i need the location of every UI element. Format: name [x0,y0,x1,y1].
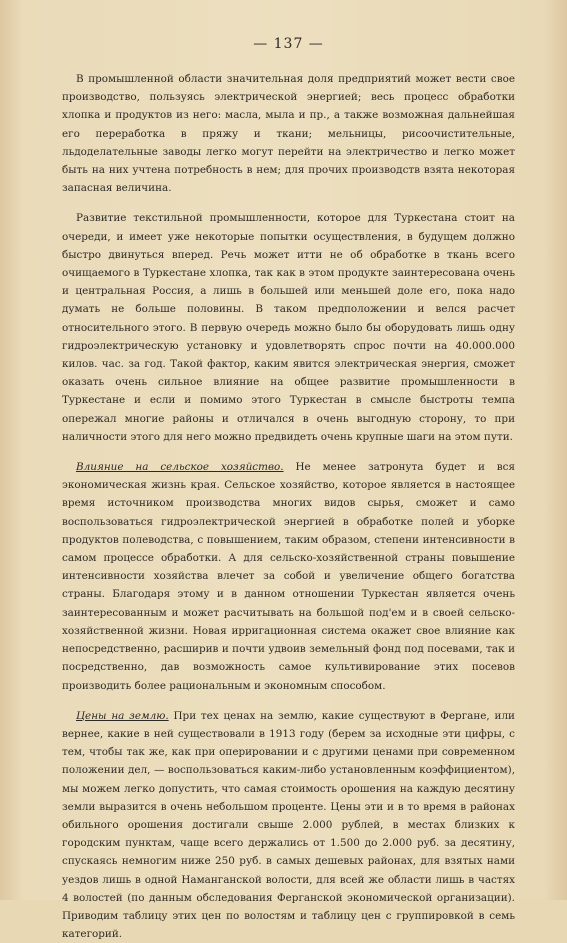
section-heading-land-prices: Цены на землю. [76,709,169,722]
paragraph-text: Не менее затронута будет и вся экономическая жизнь края. Сельское хозяйство, которое является в настоящее время источником производства многих видов сырья, сможет и само воспользоваться гидроэлектрической энергией в обработке полей и уборке продуктов полеводства, с повышением, таким образом, степени интенсивности в самом процессе обработки. А для сельско-хозяйственной страны повышение интенсивности хозяйства влечет за собой и увеличение общего богатства страны. Благодаря этому и в данном отношении Туркестан является очень заинтересованным и может расчитывать на большой под'ем и в своей сельско-хозяйственной жизни. Новая ирригационная система окажет свое влияние как непосредственно, расширив и почти удвоив земельный фонд под посевами, так и посредственно, дав возможность самое культивирование этих посевов производить более рациональным и экономным способом. [62,461,515,692]
paragraph-industry [62,70,515,197]
paragraph-text: Развитие текстильной промышленности, которое для Туркестана стоит на очереди, и имеет уже некоторые попытки осуществления, в будущем должно быстро двинуться вперед. Речь может итти не об обработке в ткань всего очищаемого в Туркестане хлопка, так как в этом продукте заинтересована очень и центральная Россия, а лишь в большей или меньшей доле его, пока надо думать не больше половины. В таком предположении и велся расчет относительного этого. В первую очередь можно было бы оборудовать лишь одну гидроэлектрическую установку и удовлетворять спрос почти на 40.000.000 килов. час. за год. Такой фактор, каким явится электрическая энергия, сможет оказать очень сильное влияние на общее развитие промышленности в Туркестане и если и помимо этого Туркестан в смысле быстроты темпа опережал многие районы и отличался в очень выгодную сторону, то при наличности этого для него можно предвидеть очень крупные шаги на этом пути. [62,212,515,443]
paragraph-text: При тех ценах на землю, какие существуют в Фергане, или вернее, какие в ней существовали в 1913 году (берем за исходные эти цифры, с тем, чтобы так же, как при оперировании и с другими ценами при современном положении дел, — воспользоваться каким-либо установленным коэффициентом), мы можем легко допустить, что самая стоимость орошения на каждую десятину земли выразится в очень небольшом проценте. Цены эти и в то время в районах обильного орошения достигали свыше 2.000 рублей, в местах близких к городским пунктам, чаще всего держались от 1.500 до 2.000 руб. за десятину, спускаясь немногим ниже 250 руб. в самых дешевых районах, для взятых нами уездов лишь в одной Наманганской волости, для всей же области лишь в частях 4 волостей (по данным обследования Ферганской экономической организации). Приводим таблицу этих цен по волостям и таблицу цен с группировкой в семь категорий. [62,709,515,941]
paragraph-land-prices [62,707,515,943]
paragraph-agriculture [62,458,515,695]
section-heading-agriculture: Влияние на сельское хозяйство. [76,461,284,474]
paragraph-textile [62,209,515,446]
page-number: — 137 — [253,36,324,52]
paragraph-text: В промышленной области значительная доля предприятий может вести свое производство, пользуясь электрической энергией; весь процесс обработки хлопка и продуктов из него: масла, мыла и пр., а также возможная дальнейшая его переработка в пряжу и ткани; мельницы, рисоочистительные, льдоделательные заводы легко могут перейти на электричество и легко может быть на них учтена потребность в нем; для прочих производств взята некоторая запасная величина. [62,73,515,195]
